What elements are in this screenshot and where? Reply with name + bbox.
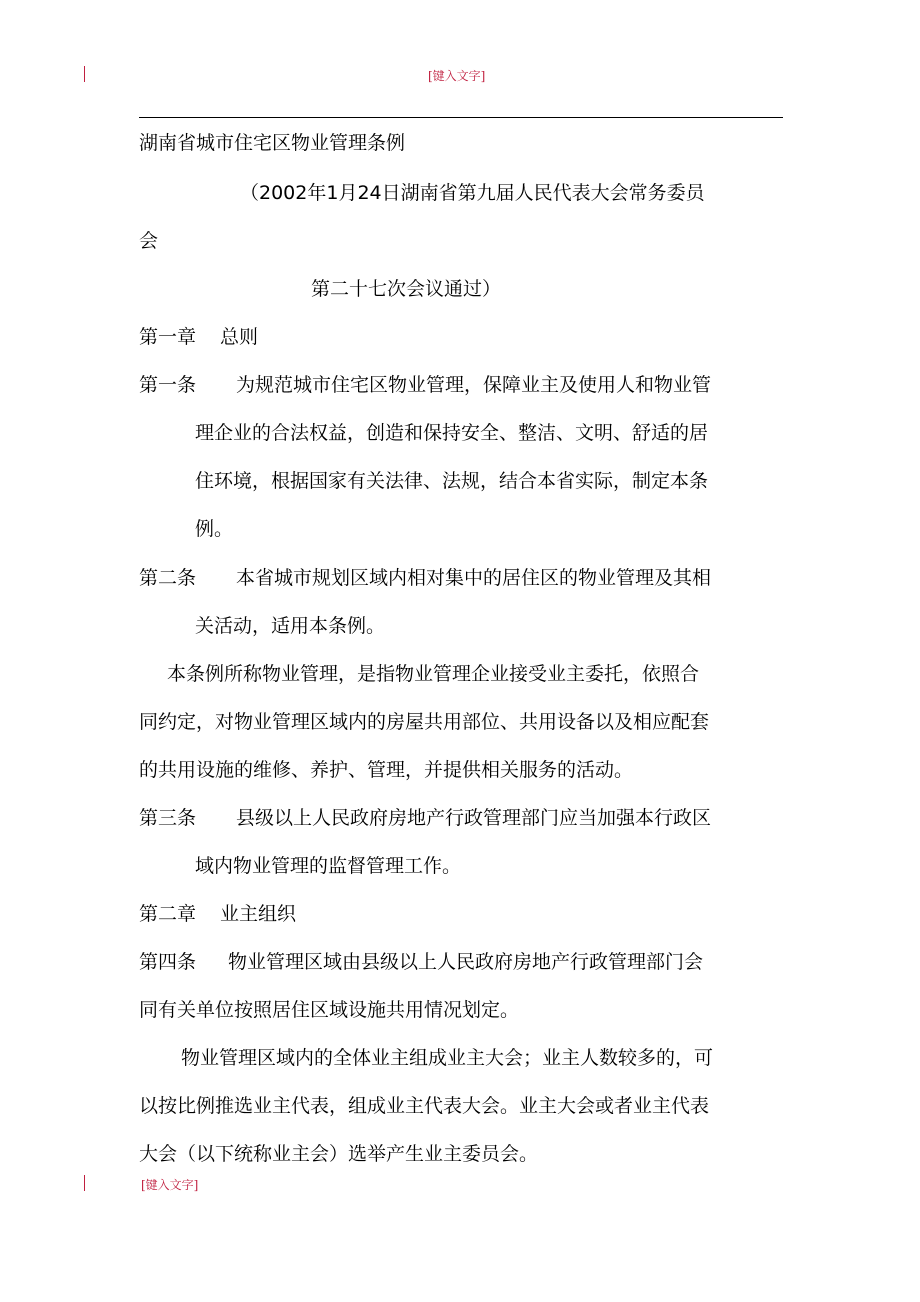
article-2-line: 本省城市规划区域内相对集中的居住区的物业管理及其相 — [236, 567, 712, 589]
article-2-line: 关活动，适用本条例。 — [195, 615, 386, 637]
header-margin-marker — [84, 66, 85, 82]
article-2-label: 第二条 — [139, 567, 197, 589]
footer-placeholder[interactable]: [键入文字] — [141, 1178, 199, 1192]
article-3-line: 域内物业管理的监督管理工作。 — [195, 855, 462, 877]
article-2-para-line: 的共用设施的维修、养护、管理，并提供相关服务的活动。 — [139, 759, 634, 781]
chapter-1-heading — [139, 325, 258, 349]
article-2-para-line: 本条例所称物业管理，是指物业管理企业接受业主委托，依照合 — [167, 663, 700, 685]
article-1-line: 为规范城市住宅区物业管理，保障业主及使用人和物业管 — [236, 374, 712, 396]
article-1-line: 住环境，根据国家有关法律、法规，结合本省实际，制定本条 — [195, 470, 709, 492]
article-4-line: 物业管理区域由县级以上人民政府房地产行政管理部门会 — [228, 951, 704, 973]
article-3-line: 县级以上人民政府房地产行政管理部门应当加强本行政区 — [236, 807, 712, 829]
article-1-line: 例。 — [195, 518, 234, 540]
chapter-2-label: 第二章 — [139, 903, 197, 925]
article-1-line: 理企业的合法权益，创造和保持安全、整洁、文明、舒适的居 — [195, 422, 709, 444]
adoption-note-line-3: 第二十七次会议通过） — [311, 278, 502, 300]
footer-margin-marker — [84, 1175, 85, 1191]
header-placeholder[interactable]: [键入文字] — [428, 69, 486, 83]
article-4-para-line: 大会（以下统称业主会）选举产生业主委员会。 — [139, 1143, 539, 1165]
article-3-label: 第三条 — [139, 807, 197, 829]
header-rule — [139, 117, 783, 118]
chapter-2-heading — [139, 902, 296, 926]
chapter-1-label: 第一章 — [139, 326, 197, 348]
article-4-label: 第四条 — [139, 951, 197, 973]
chapter-2-title: 业主组织 — [220, 903, 297, 925]
article-4-line: 同有关单位按照居住区域设施共用情况划定。 — [139, 999, 520, 1021]
article-4-para-line: 以按比例推选业主代表，组成业主代表大会。业主大会或者业主代表 — [139, 1095, 710, 1117]
adoption-note-line-2: 会 — [139, 230, 159, 252]
article-1-label: 第一条 — [139, 374, 197, 396]
document-title: 湖南省城市住宅区物业管理条例 — [139, 132, 406, 154]
adoption-note-line-1: （2002年1月24日湖南省第九届人民代表大会常务委员 — [240, 182, 705, 204]
article-4-para-line: 物业管理区域内的全体业主组成业主大会；业主人数较多的，可 — [181, 1047, 714, 1069]
article-2-para-line: 同约定，对物业管理区域内的房屋共用部位、共用设备以及相应配套 — [139, 711, 710, 733]
chapter-1-title: 总则 — [220, 326, 259, 348]
